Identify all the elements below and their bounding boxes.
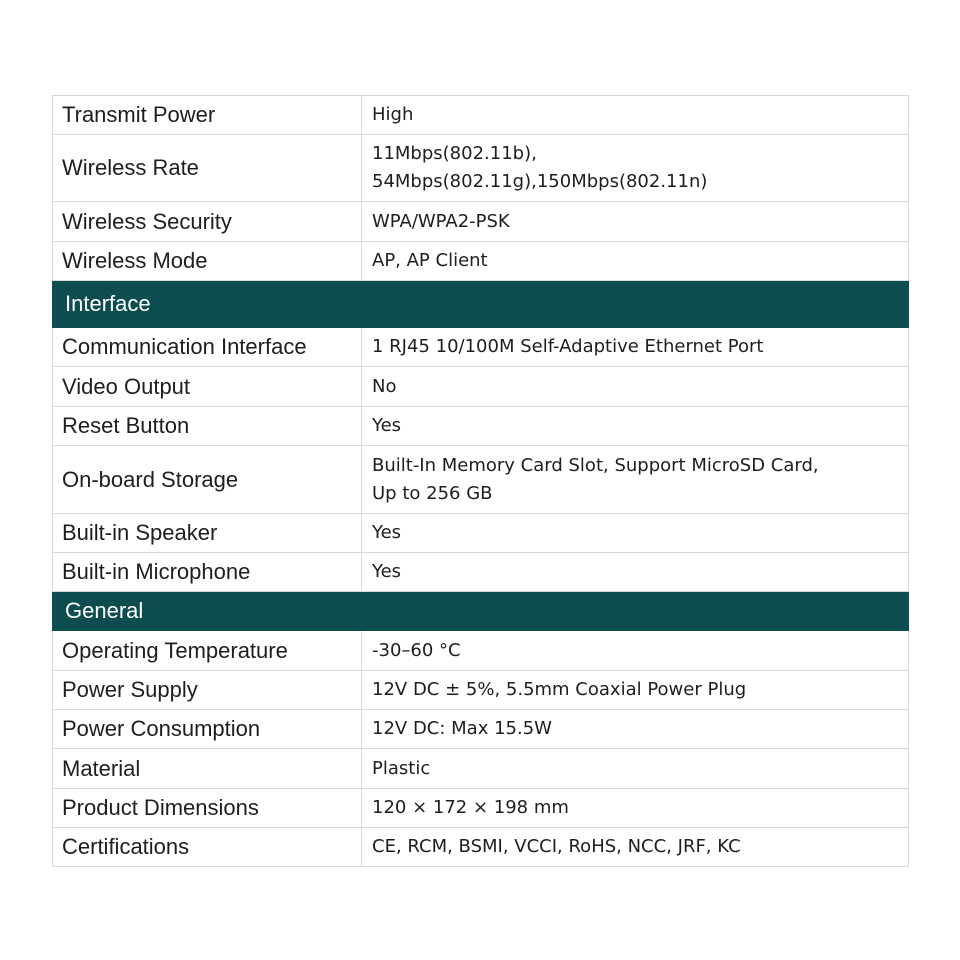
spec-value-line: High: [372, 104, 414, 125]
spec-value-line: CE, RCM, BSMI, VCCI, RoHS, NCC, JRF, KC: [372, 836, 741, 857]
spec-row: [53, 242, 909, 281]
spec-label: Reset Button: [53, 407, 362, 446]
spec-label: Wireless Rate: [53, 135, 362, 202]
spec-value: [362, 789, 909, 828]
spec-label: Power Consumption: [53, 710, 362, 749]
spec-label: Communication Interface: [53, 328, 362, 367]
spec-value-line: -30–60 °C: [372, 639, 461, 661]
spec-row: [53, 553, 909, 592]
spec-row: [53, 514, 909, 553]
spec-row: [53, 631, 909, 671]
spec-value: [362, 749, 909, 789]
spec-value: [362, 96, 909, 135]
spec-label: Power Supply: [53, 671, 362, 710]
spec-table-body: [53, 96, 909, 867]
spec-value-line: WPA/WPA2-PSK: [372, 210, 510, 232]
spec-value-line: AP, AP Client: [372, 250, 488, 271]
spec-value: [362, 367, 909, 407]
spec-label: On-board Storage: [53, 446, 362, 514]
spec-row: [53, 710, 909, 749]
spec-value-line: 12V DC: Max 15.5W: [372, 718, 552, 739]
spec-value: [362, 242, 909, 281]
spec-value-line: 54Mbps(802.11g),150Mbps(802.11n): [372, 171, 708, 192]
spec-value-line: Up to 256 GB: [372, 482, 493, 504]
spec-value: [362, 514, 909, 553]
spec-row: [53, 671, 909, 710]
section-header-general: [53, 592, 909, 631]
spec-value-line: 120 × 172 × 198 mm: [372, 797, 569, 818]
spec-row: [53, 789, 909, 828]
spec-row: [53, 749, 909, 789]
spec-label: Certifications: [53, 828, 362, 867]
spec-value-line: 11Mbps(802.11b),: [372, 143, 537, 164]
spec-row: [53, 328, 909, 367]
spec-value: [362, 631, 909, 671]
spec-row: [53, 367, 909, 407]
spec-label: Transmit Power: [53, 96, 362, 135]
spec-label: Built-in Microphone: [53, 553, 362, 592]
spec-label: Wireless Mode: [53, 242, 362, 281]
spec-label: Operating Temperature: [53, 631, 362, 671]
spec-label: Product Dimensions: [53, 789, 362, 828]
spec-value: [362, 828, 909, 867]
section-title: General: [53, 592, 909, 631]
spec-value-line: Yes: [372, 561, 402, 582]
spec-value-line: 12V DC ± 5%, 5.5mm Coaxial Power Plug: [372, 679, 747, 700]
spec-value-line: 1 RJ45 10/100M Self-Adaptive Ethernet Port: [372, 336, 764, 357]
spec-value-line: Yes: [372, 522, 402, 543]
spec-row: [53, 407, 909, 446]
spec-row: [53, 135, 909, 202]
spec-value: [362, 202, 909, 242]
spec-label: Built-in Speaker: [53, 514, 362, 553]
spec-value-line: Yes: [372, 415, 402, 436]
spec-row: [53, 96, 909, 135]
spec-row: [53, 828, 909, 867]
spec-value-line: Plastic: [372, 757, 431, 779]
spec-value: [362, 710, 909, 749]
spec-label: Wireless Security: [53, 202, 362, 242]
spec-table: [52, 95, 909, 867]
section-title: Interface: [53, 281, 909, 328]
spec-value: [362, 135, 909, 202]
spec-value: [362, 328, 909, 367]
spec-label: Material: [53, 749, 362, 789]
spec-value: [362, 553, 909, 592]
spec-row: [53, 202, 909, 242]
spec-value-line: No: [372, 375, 397, 397]
spec-row: [53, 446, 909, 514]
section-header-interface: [53, 281, 909, 328]
spec-value-line: Built-In Memory Card Slot, Support MicroSD Card,: [372, 454, 819, 476]
spec-value: [362, 671, 909, 710]
spec-label: Video Output: [53, 367, 362, 407]
spec-value: [362, 407, 909, 446]
spec-value: [362, 446, 909, 514]
